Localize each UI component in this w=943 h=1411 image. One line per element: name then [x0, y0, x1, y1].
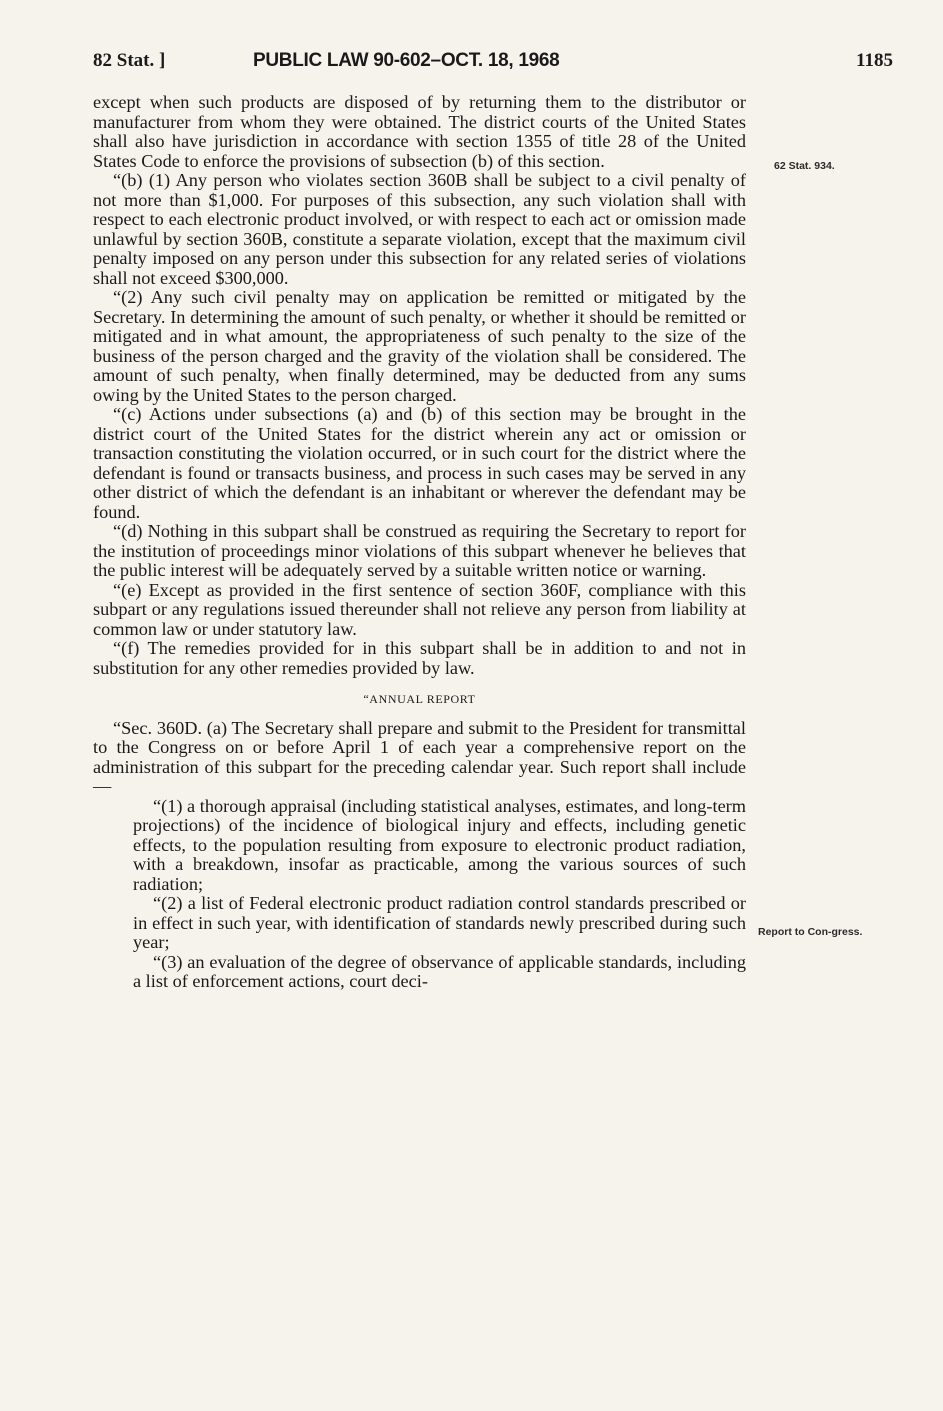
page-number: 1185: [856, 50, 893, 71]
list-item-3: “(3) an evaluation of the degree of observance of applicable standards, including a list of enforcement actions, court deci-: [133, 951, 746, 991]
paragraph-subsection-f: “(f) The remedies provided for in this subpart shall be in addition to and not in substitution for any other remedies provided by law.: [93, 638, 746, 678]
paragraph-subsection-c: “(c) Actions under subsections (a) and (b) of this section may be brought in the district court of the United States for the district wherein any act or omission or transaction constituting the violation occurred, or in such court for the district where the defendant is found or transacts business, and process in such cases may be served in any other district of which the defendant is an inhabitant or wherever the defendant may be found.: [93, 404, 746, 522]
statute-reference: 82 Stat. ]: [93, 50, 166, 71]
list-item-2: “(2) a list of Federal electronic product radiation control standards prescribed or in effect in such year, with identification of standards newly prescribed during such year;: [133, 893, 746, 952]
paragraph-continuation: except when such products are disposed of by returning them to the distributor or manufacturer from whom they were obtained. The district courts of the United States shall also have jurisdiction in accordance with section 1355 of title 28 of the United States Code to enforce the provisions of subsection (b) of this section.: [93, 92, 746, 171]
paragraph-subsection-b1: “(b) (1) Any person who violates section 360B shall be subject to a civil penalty of not more than $1,000. For purposes of this subsection, any such violation shall with respect to each electronic product involved, or with respect to each act or omission made unlawful by section 360B, constitute a separate violation, except that the maximum civil penalty imposed on any person under this subsection for any related series of violations shall not exceed $300,000.: [93, 170, 746, 288]
page-header: [93, 50, 893, 80]
margin-note-stat-reference: 62 Stat. 934.: [774, 160, 835, 172]
page-title: PUBLIC LAW 90-602–OCT. 18, 1968: [253, 50, 560, 71]
section-heading-annual-report: “ANNUAL REPORT: [363, 692, 476, 706]
paragraph-sec-360d-a: “Sec. 360D. (a) The Secretary shall prepare and submit to the President for transmittal to the Congress on or before April 1 of each year a comprehensive report on the administration of this subpart for the preceding calendar year. Such report shall include—: [93, 717, 746, 796]
paragraph-subsection-d: “(d) Nothing in this subpart shall be construed as requiring the Secretary to report for the institution of proceedings minor violations of this subpart whenever he believes that the public interest will be adequately served by a suitable written notice or warning.: [93, 521, 746, 580]
list-item-1: “(1) a thorough appraisal (including statistical analyses, estimates, and long-term projections) of the incidence of biological injury and effects, including genetic effects, to the population resulting from exposure to electronic product radiation, with a breakdown, insofar as practicable, among the various sources of such radiation;: [133, 795, 746, 894]
paragraph-subsection-b2: “(2) Any such civil penalty may on application be remitted or mitigated by the Secretary. In determining the amount of such penalty, or whether it should be remitted or mitigated and in what amount, the appropriateness of such penalty to the size of the business of the person charged and the gravity of the violation shall be considered. The amount of such penalty, when finally determined, may be deducted from any sums owing by the United States to the person charged.: [93, 287, 746, 405]
body-text: [93, 93, 746, 992]
paragraph-subsection-e: “(e) Except as provided in the first sentence of section 360F, compliance with this subpart or any regulations issued thereunder shall not relieve any person from liability at common law or under statutory law.: [93, 579, 746, 639]
margin-note-report-to-congress: Report to Con-gress.: [758, 926, 863, 938]
